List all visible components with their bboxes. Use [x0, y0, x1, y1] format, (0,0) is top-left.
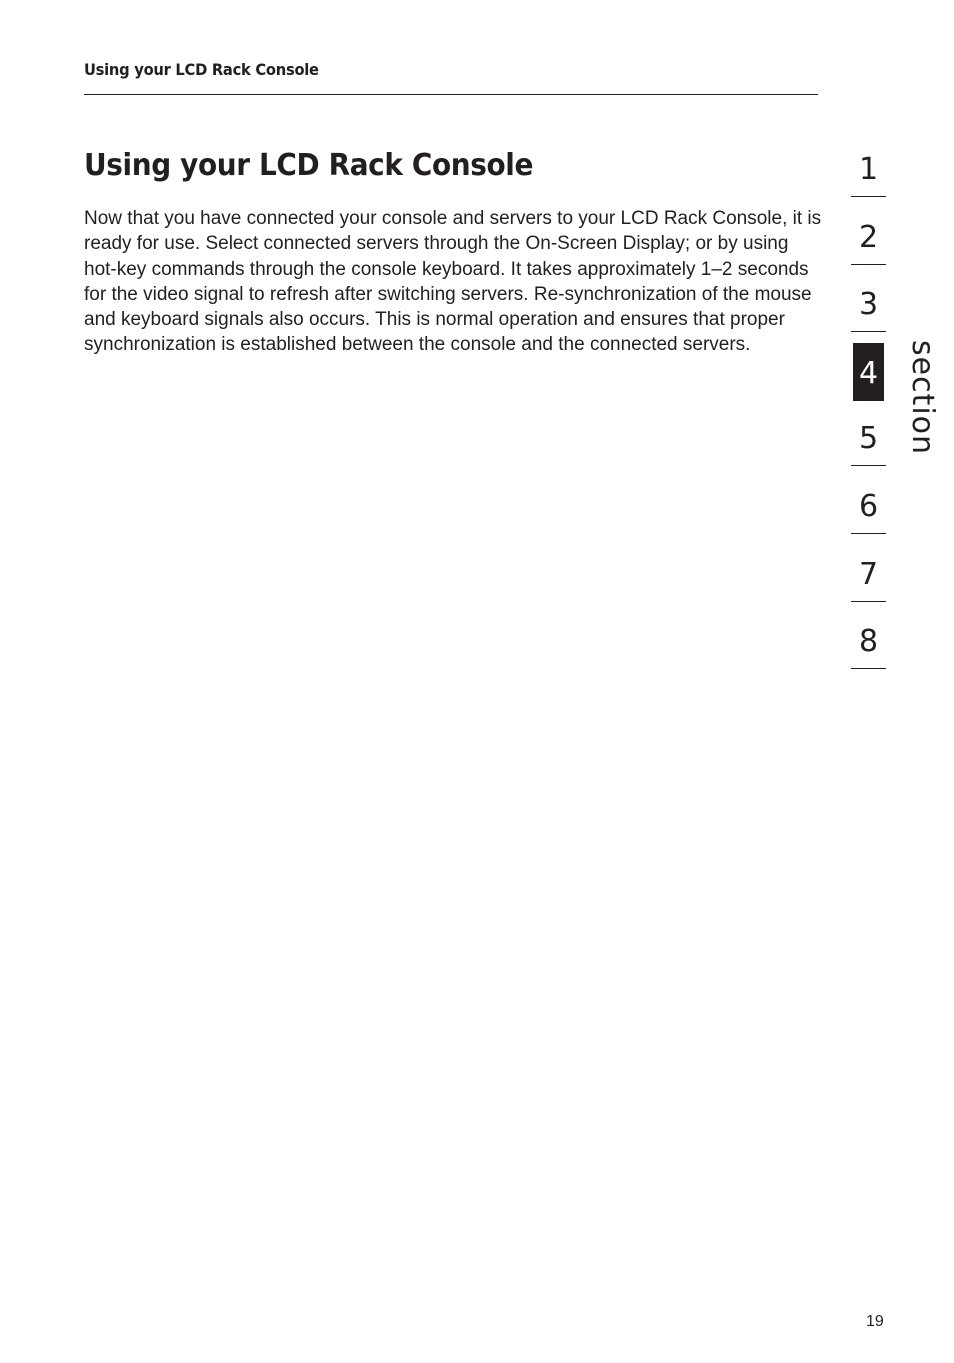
section-number: 2 [858, 219, 879, 255]
section-item-8[interactable] [851, 602, 886, 669]
section-number: 3 [858, 287, 879, 323]
section-number: 4 [853, 343, 884, 401]
section-number: 6 [858, 488, 879, 524]
running-header: Using your LCD Rack Console [84, 60, 319, 79]
page-title: Using your LCD Rack Console [84, 148, 534, 183]
section-number: 1 [858, 152, 879, 187]
section-item-7[interactable] [851, 535, 886, 602]
section-number: 7 [858, 556, 879, 592]
header-rule [84, 94, 818, 95]
section-item-6[interactable] [851, 467, 886, 534]
section-number: 8 [858, 624, 879, 660]
section-number: 5 [858, 421, 879, 457]
page-number: 19 [866, 1313, 884, 1330]
section-item-2[interactable] [851, 198, 886, 265]
section-item-1[interactable] [851, 130, 886, 197]
body-paragraph: Now that you have connected your console and servers to your LCD Rack Console, it is ready for use. Select connected servers through the On-Screen Display; or by using hot-key commands through the console keyboard. It takes approximately 1–2 seconds for the video signal to refresh after switching servers. Re-synchronization of the mouse and keyboard signals also occurs. This is normal operation and ensures that proper synchronization is established between the console and the connected servers. [84, 208, 822, 356]
section-item-3[interactable] [851, 265, 886, 332]
section-label: section [905, 340, 940, 456]
